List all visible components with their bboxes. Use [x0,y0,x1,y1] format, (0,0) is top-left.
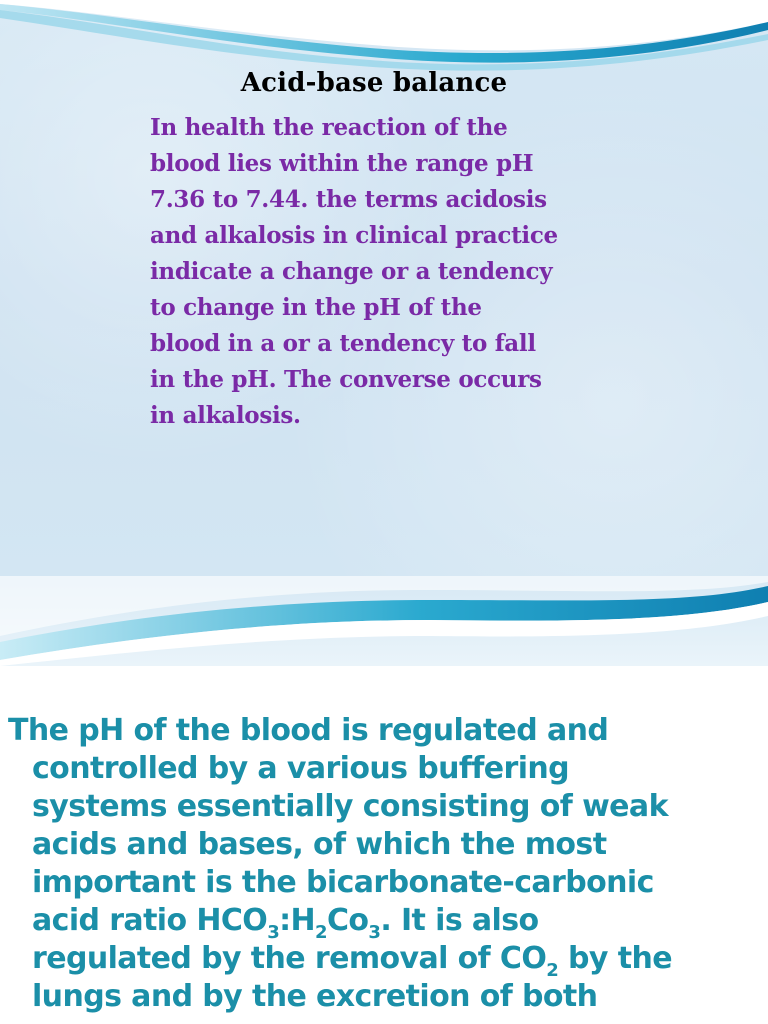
text-line [8,940,748,981]
slide-title: Acid-base balance [240,68,508,98]
text-line: in alkalosis. [150,402,301,429]
text-fragment: acid ratio HCO [32,903,268,938]
text-fragment: :H [279,903,316,938]
text-line: indicate a change or a tendency [150,258,553,285]
wave-header-decoration [0,576,768,666]
subscript: 3 [368,922,381,943]
text-line: lungs and by the excretion of both [32,979,598,1014]
text-fragment: . It is also [380,903,539,938]
text-line: 7.36 to 7.44. the terms acidosis [150,186,547,213]
subscript: 2 [546,960,559,981]
text-line [8,902,748,943]
text-fragment: Co [326,903,369,938]
subscript: 3 [267,922,280,943]
slide-2 [0,576,768,1024]
text-fragment: regulated by the removal of CO [32,941,547,976]
text-line: and alkalosis in clinical practice [150,222,558,249]
slide-body-text [8,712,748,1016]
text-line: systems essentially consisting of weak [32,789,668,824]
text-line: in the pH. The converse occurs [150,366,542,393]
text-line: controlled by a various buffering [32,751,570,786]
subscript: 2 [315,922,327,943]
text-line: blood lies within the range pH [150,150,534,177]
text-line: to change in the pH of the [150,294,482,321]
text-line: The pH of the blood is regulated and [8,713,609,748]
text-line: blood in a or a tendency to fall [150,330,536,357]
slide-body-text [150,110,620,434]
text-line: In health the reaction of the [150,114,508,141]
text-fragment: by the [558,941,672,976]
text-line: acids and bases, of which the most [32,827,607,862]
text-line: important is the bicarbonate-carbonic [32,865,654,900]
